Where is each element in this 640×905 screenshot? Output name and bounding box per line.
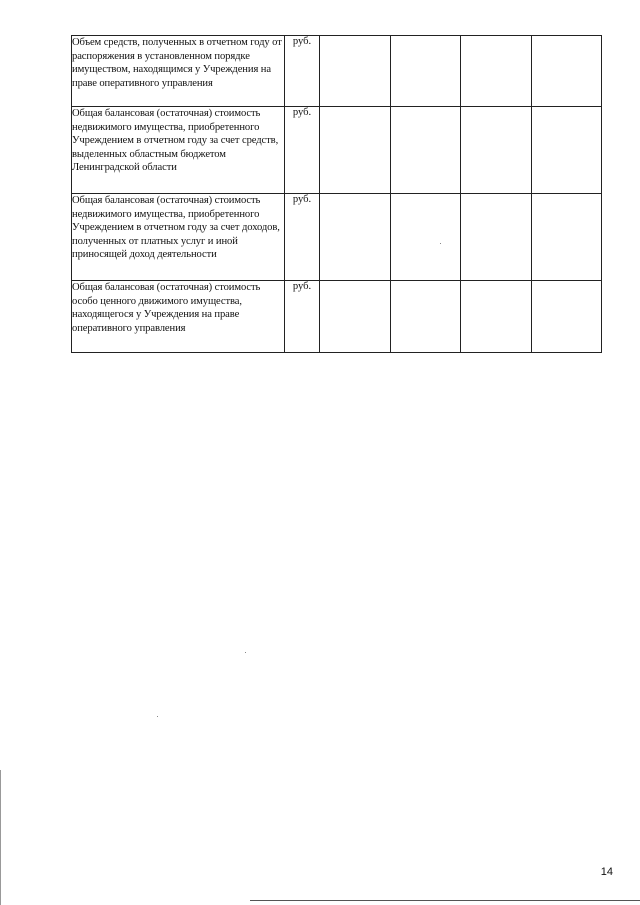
indicator-description: Общая балансовая (остаточная) стоимость особо ценного движимого имущества, находящегося у Учреждения на праве оперативного управления xyxy=(72,281,285,353)
indicator-unit: руб. xyxy=(285,281,320,353)
value-cell xyxy=(391,107,461,194)
value-cell xyxy=(320,107,391,194)
scan-speck xyxy=(440,243,441,244)
value-cell xyxy=(461,194,532,281)
indicator-description: Общая балансовая (остаточная) стоимость недвижимого имущества, приобретенного Учреждением в отчетном году за счет средств, выделенных областным бюджетом Ленинградской области xyxy=(72,107,285,194)
table-row xyxy=(72,281,602,353)
indicator-unit: руб. xyxy=(285,107,320,194)
value-cell xyxy=(320,36,391,107)
table-row xyxy=(72,194,602,281)
value-cell xyxy=(320,194,391,281)
scan-edge xyxy=(250,900,640,901)
page-number: 14 xyxy=(600,866,613,878)
indicator-unit: руб. xyxy=(285,194,320,281)
value-cell xyxy=(391,36,461,107)
scan-speck xyxy=(157,716,158,717)
value-cell xyxy=(461,281,532,353)
value-cell xyxy=(320,281,391,353)
table-row xyxy=(72,36,602,107)
scan-edge xyxy=(0,770,1,905)
value-cell xyxy=(532,194,602,281)
indicator-description: Общая балансовая (остаточная) стоимость недвижимого имущества, приобретенного Учреждением в отчетном году за счет доходов, полученных от платных услуг и иной приносящей доход деятельности xyxy=(72,194,285,281)
value-cell xyxy=(391,281,461,353)
indicator-description: Объем средств, полученных в отчетном году от распоряжения в установленном порядке имуществом, находящимся у Учреждения на праве оперативного управления xyxy=(72,36,285,107)
value-cell xyxy=(461,36,532,107)
value-cell xyxy=(532,36,602,107)
indicator-unit: руб. xyxy=(285,36,320,107)
value-cell xyxy=(391,194,461,281)
indicators-table xyxy=(71,35,602,353)
table-row xyxy=(72,107,602,194)
scan-speck xyxy=(245,652,246,653)
value-cell xyxy=(532,107,602,194)
value-cell xyxy=(532,281,602,353)
value-cell xyxy=(461,107,532,194)
